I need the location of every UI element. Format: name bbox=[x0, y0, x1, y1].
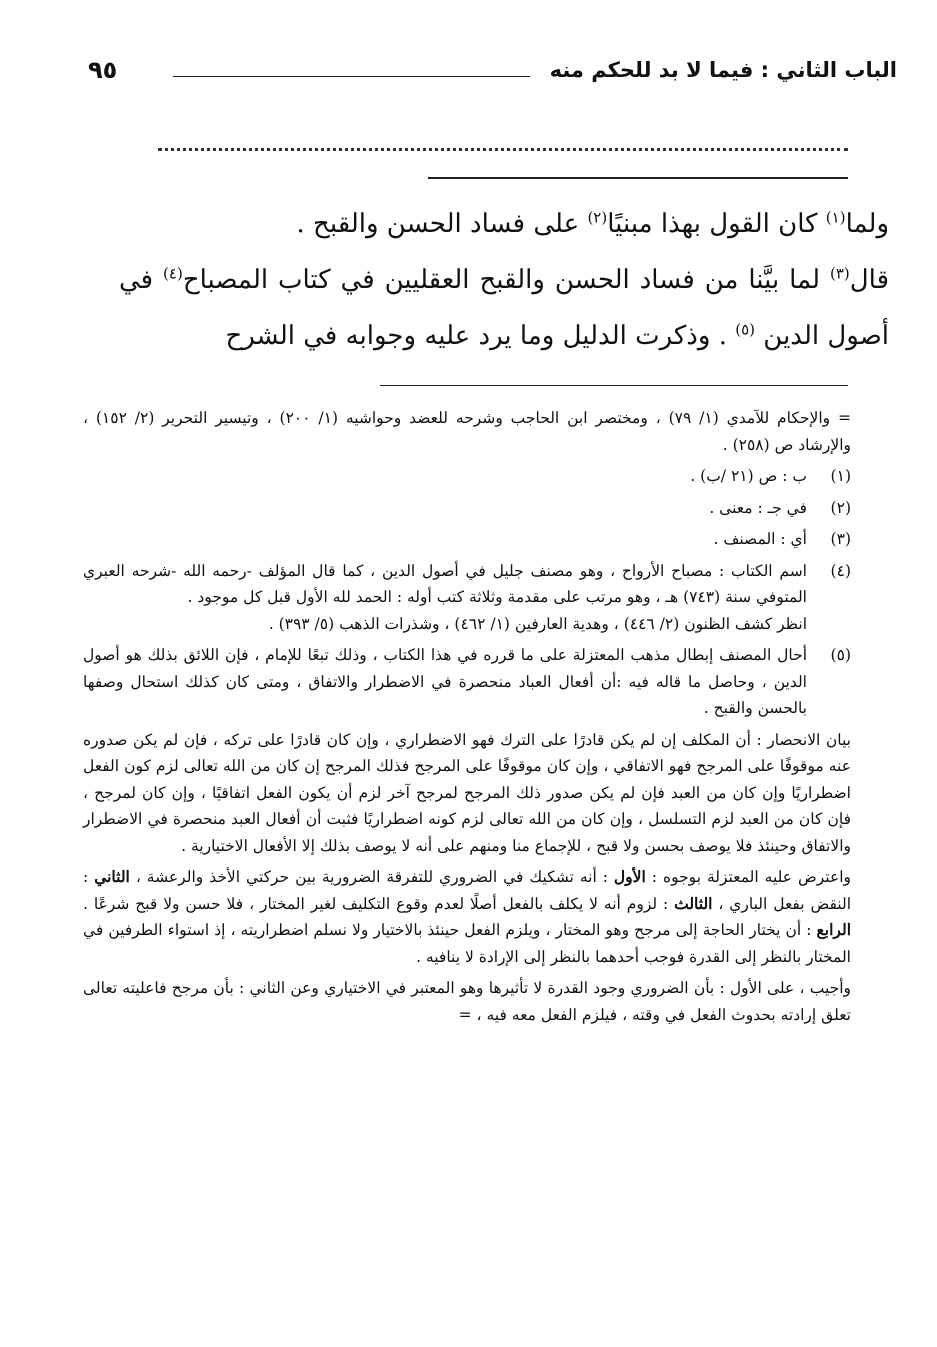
point-label-second: الثاني bbox=[94, 867, 130, 886]
footnote-text: أحال المصنف إبطال مذهب المعتزلة على ما قرره في هذا الكتاب ، وذلك تبعًا للإمام ، فإن اللائق بذلك هو أصول الدين ، وحاصل ما قاله فيه :أن أفعال العباد منحصرة في الاضطرار والاتفاق ، ومتى كان كذلك استحال وصفها بالحسن والقبح . bbox=[83, 646, 807, 717]
footnote-text: انظر كشف الظنون (٢/ ٤٤٦) ، وهدية العارفين (١/ ٤٦٢) ، وشذرات الذهب (٥/ ٣٩٣) . bbox=[268, 614, 807, 633]
footnote-number: (٢) bbox=[830, 498, 851, 517]
main-text bbox=[119, 196, 889, 364]
footnote-text: في جـ : معنى . bbox=[709, 498, 807, 517]
footnote-4 bbox=[83, 558, 851, 611]
footnote-ref-2: (٢) bbox=[587, 208, 608, 227]
footnote-2 bbox=[83, 495, 851, 522]
main-text-span: كان القول بهذا مبنيًا bbox=[607, 209, 826, 239]
main-paragraph-2 bbox=[119, 252, 889, 364]
main-text-span: ولما bbox=[845, 209, 889, 239]
footnote-ref-4: (٤) bbox=[163, 264, 183, 283]
main-text-span: قال bbox=[849, 265, 889, 295]
footnote-ref-3: (٣) bbox=[829, 264, 850, 283]
point-label-third: الثالث bbox=[674, 893, 713, 913]
footnote-3 bbox=[83, 526, 851, 553]
footnote-ref-5: (٥) bbox=[735, 320, 756, 339]
footnote-number: (٤) bbox=[830, 561, 851, 580]
dotted-separator bbox=[158, 148, 848, 151]
section-separator bbox=[428, 177, 848, 179]
footnote-text: واعترض عليه المعتزلة بوجوه : bbox=[645, 868, 852, 886]
main-text-span: على فساد الحسن والقبح . bbox=[296, 209, 588, 239]
footnote-text: : أن يختار الحاجة إلى مرجح وهو المختار ، ويلزم الفعل حينئذ بالاختيار ولا نسلم اضطراريته ، إذ استواء الطرفين في المختار بالنظر إلى القدرة فوجب أحدهما بالنظر إلى الإرادة لا ينافيه . bbox=[83, 921, 851, 966]
footnotes bbox=[83, 405, 851, 1033]
footnote-5-paragraph-2: بيان الانحصار : أن المكلف إن لم يكن قادرًا على الترك فهو الاضطراري ، وإن كان قادرًا على تركه ، فإن لم يكن صدوره عنه موقوفًا على المرجح فهو الاتفاقي ، وإن كان موقوفًا على المرجح فذلك المرجح إن كان من الله تعالى لزم كون الفعل اضطراريًا وإن كان من العبد فإن لم يكن صدور ذلك المرجح لمرجح آخر لزم أن يكون الفعل اتفاقيًا ، وإن كان لمرجح ، فإن كان من العبد لزم التسلسل ، وإن كان من الله تعالى لزم كونه اضطراريًا فثبت أن أفعال العبد منحصرة في الاضطرار والاتفاق وحينئذ فلا يوصف بحسن ولا قبح ، للإجماع منا ومنهم على أنه لا يوصف بذلك إلا الأفعال الاختيارية . bbox=[83, 730, 851, 855]
footnote-number: (١) bbox=[830, 467, 851, 485]
footnote-number: (٥) bbox=[830, 646, 851, 664]
main-text-span: لما بيَّنا من فساد الحسن والقبح العقليين في كتاب المصباح bbox=[182, 265, 830, 295]
footnote-number: (٣) bbox=[830, 530, 851, 548]
footnote-5-paragraph-4: وأجيب ، على الأول : بأن الضروري وجود القدرة لا تأثيرها وهو المعتبر في الاختياري وعن الثاني : بأن مرجح فاعليته تعالى تعلق إرادته بحدوث الفعل في وقته ، فيلزم الفعل معه فيه ، = bbox=[83, 979, 851, 1024]
main-text-span: . وذكرت الدليل وما يرد عليه وجوابه في الشرح bbox=[225, 321, 736, 351]
footnote-continuation: = والإحكام للآمدي (١/ ٧٩) ، ومختصر ابن الحاجب وشرحه للعضد وحواشيه (١/ ٢٠٠) ، وتيسير التحرير (٢/ ١٥٢) ، والإرشاد ص (٢٥٨) . bbox=[83, 409, 851, 454]
footnote-separator bbox=[380, 385, 848, 386]
footnote-4-references bbox=[83, 611, 851, 638]
footnote-1 bbox=[83, 463, 851, 490]
footnote-text: : لزوم أنه لا يكلف بالفعل أصلًا لعدم وقوع التكليف لغير المختار ، فلا حسن ولا قبح شرعًا . bbox=[83, 894, 675, 913]
footnote-text: : أنه تشكيك في الضروري للتفرقة الضرورية بين حركتي الأخذ والرعشة ، bbox=[129, 868, 614, 886]
page-number: ٩٥ bbox=[88, 56, 118, 84]
point-label-fourth: الرابع bbox=[816, 920, 851, 939]
main-paragraph-1 bbox=[119, 196, 889, 252]
footnote-5-paragraph-3 bbox=[83, 864, 851, 970]
header-rule bbox=[173, 76, 530, 77]
footnote-ref-1: (١) bbox=[825, 208, 846, 227]
footnote-text: : النقض بفعل الباري ، bbox=[83, 868, 852, 913]
footnote-text: أي : المصنف . bbox=[713, 530, 807, 548]
footnote-text: اسم الكتاب : مصباح الأرواح ، وهو مصنف جليل في أصول الدين ، كما قال المؤلف -رحمه الله -شرحه العبري المتوفي سنة (٧٤٣) هـ ، وهو مرتب على مقدمة وثلاثة كتب أوله : الحمد لله الأول قبل كل موجود . bbox=[83, 561, 807, 606]
point-label-first: الأول bbox=[613, 867, 646, 886]
chapter-header-title: الباب الثاني : فيما لا بد للحكم منه bbox=[549, 58, 897, 82]
footnote-text: ب : ص (٢١ /ب) . bbox=[690, 467, 807, 485]
main-text-span: في أصول الدين bbox=[119, 265, 889, 351]
footnote-5 bbox=[83, 642, 851, 722]
